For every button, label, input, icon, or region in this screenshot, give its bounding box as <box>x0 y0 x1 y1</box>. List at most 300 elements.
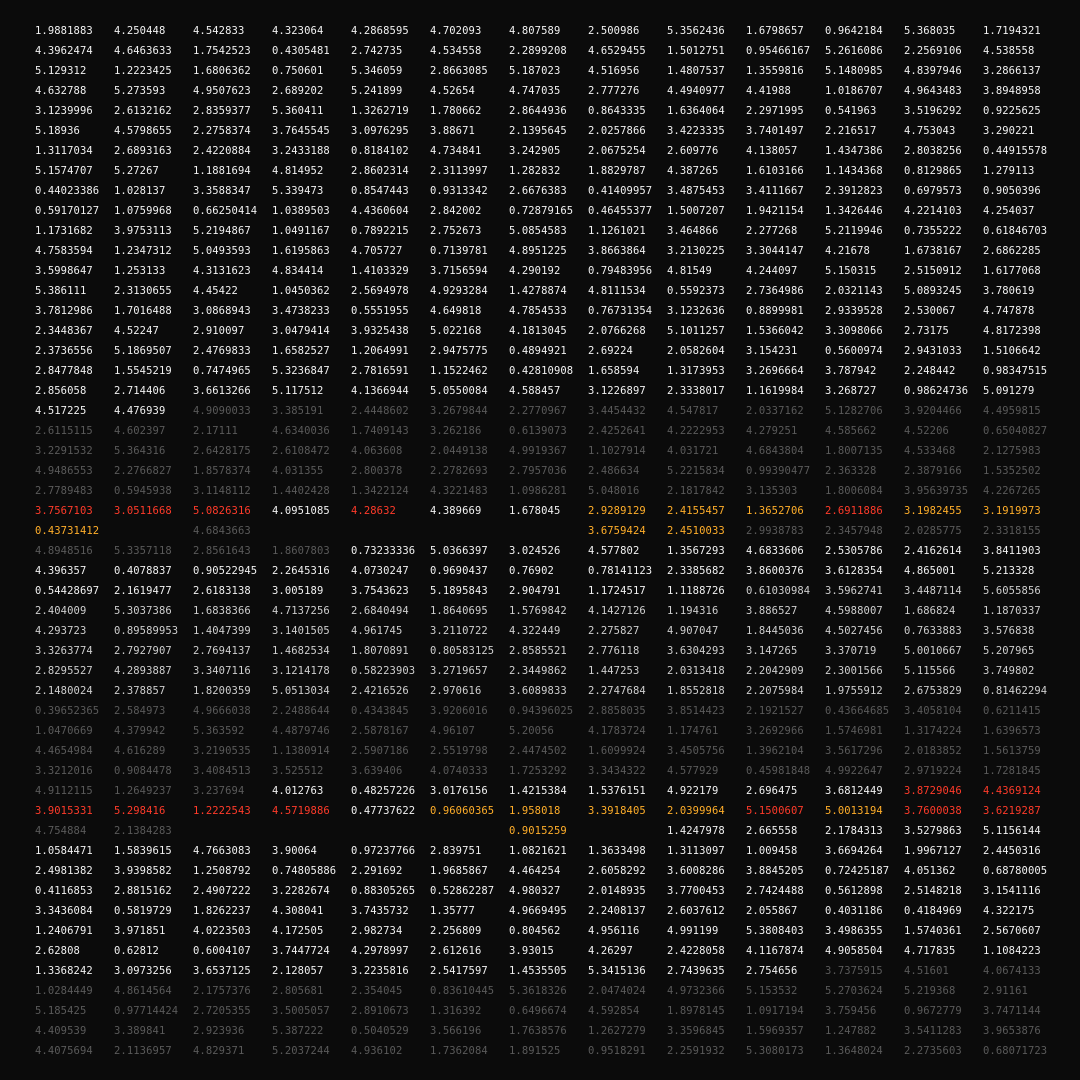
matrix-cell: 1.9967127 <box>904 845 962 857</box>
matrix-cell: 1.1261021 <box>588 225 646 237</box>
matrix-cell: 3.7543623 <box>351 585 409 597</box>
matrix-cell: 0.750601 <box>272 65 324 77</box>
matrix-cell: 2.584973 <box>114 705 166 717</box>
matrix-cell: 1.6798657 <box>746 25 804 37</box>
matrix-cell: 3.6537125 <box>193 965 251 977</box>
matrix-cell: 3.2433188 <box>272 145 330 157</box>
matrix-cell: 2.609776 <box>667 145 719 157</box>
matrix-cell: 0.78141123 <box>588 565 653 577</box>
matrix-cell: 4.3962474 <box>35 45 93 57</box>
matrix-cell: 4.9486553 <box>35 465 93 477</box>
matrix-cell: 5.150315 <box>825 265 877 277</box>
matrix-cell: 4.547817 <box>667 405 719 417</box>
matrix-cell: 2.1757376 <box>193 985 251 997</box>
matrix-cell: 1.658594 <box>588 365 640 377</box>
matrix-cell: 3.2866137 <box>983 65 1041 77</box>
matrix-cell: 2.5670607 <box>983 925 1041 937</box>
matrix-cell: 3.5279863 <box>904 825 962 837</box>
matrix-cell: 3.385191 <box>272 405 324 417</box>
matrix-cell: 5.241899 <box>351 85 403 97</box>
matrix-cell: 4.9058504 <box>825 945 883 957</box>
matrix-cell: 4.702093 <box>430 25 482 37</box>
matrix-cell: 2.6428175 <box>193 445 251 457</box>
matrix-cell: 0.5040529 <box>351 1025 409 1037</box>
matrix-cell: 4.063608 <box>351 445 403 457</box>
matrix-cell: 2.0285775 <box>904 525 962 537</box>
matrix-cell: 2.9719224 <box>904 765 962 777</box>
matrix-cell: 5.0893245 <box>904 285 962 297</box>
matrix-cell: 2.354045 <box>351 985 403 997</box>
matrix-cell: 4.980327 <box>509 885 561 897</box>
matrix-cell: 4.96107 <box>430 725 475 737</box>
matrix-cell: 2.7364986 <box>746 285 804 297</box>
matrix-cell: 4.2222953 <box>667 425 725 437</box>
matrix-cell: 5.360411 <box>272 105 324 117</box>
matrix-cell: 2.5148218 <box>904 885 962 897</box>
matrix-cell: 2.3130655 <box>114 285 172 297</box>
matrix-cell: 1.4247978 <box>667 825 725 837</box>
matrix-cell: 0.62812 <box>114 945 159 957</box>
matrix-cell: 0.88305265 <box>351 885 416 897</box>
matrix-cell: 0.9084478 <box>114 765 172 777</box>
matrix-cell: 2.776118 <box>588 645 640 657</box>
matrix-cell: 4.585662 <box>825 425 877 437</box>
matrix-cell: 2.1136957 <box>114 1045 172 1057</box>
matrix-cell: 3.3434322 <box>588 765 646 777</box>
matrix-cell: 4.379942 <box>114 725 166 737</box>
matrix-cell: 2.1619477 <box>114 585 172 597</box>
matrix-cell: 4.4360604 <box>351 205 409 217</box>
matrix-cell: 4.516956 <box>588 65 640 77</box>
matrix-cell: 2.8910673 <box>351 1005 409 1017</box>
matrix-cell: 2.6676383 <box>509 185 567 197</box>
matrix-cell: 1.7194321 <box>983 25 1041 37</box>
matrix-cell: 3.4487114 <box>904 585 962 597</box>
matrix-cell: 0.6004107 <box>193 945 251 957</box>
matrix-cell: 2.0474024 <box>588 985 646 997</box>
matrix-cell: 1.4215384 <box>509 785 567 797</box>
matrix-cell: 1.0821621 <box>509 845 567 857</box>
matrix-cell: 1.0917194 <box>746 1005 804 1017</box>
matrix-cell: 4.3131623 <box>193 265 251 277</box>
matrix-cell: 1.7016488 <box>114 305 172 317</box>
matrix-cell: 4.254037 <box>983 205 1035 217</box>
matrix-cell: 4.577802 <box>588 545 640 557</box>
matrix-cell: 3.154231 <box>746 345 798 357</box>
matrix-cell: 4.6529455 <box>588 45 646 57</box>
matrix-cell: 0.89589953 <box>114 625 179 637</box>
matrix-cell: 4.956116 <box>588 925 640 937</box>
matrix-cell: 2.2971995 <box>746 105 804 117</box>
matrix-cell: 3.8514423 <box>667 705 725 717</box>
matrix-cell: 4.3221483 <box>430 485 488 497</box>
matrix-cell: 4.834414 <box>272 265 324 277</box>
matrix-cell: 2.277268 <box>746 225 798 237</box>
matrix-cell: 2.3736556 <box>35 345 93 357</box>
matrix-cell: 1.5613759 <box>983 745 1041 757</box>
matrix-cell: 5.3080173 <box>746 1045 804 1057</box>
matrix-cell: 5.0493593 <box>193 245 251 257</box>
matrix-cell: 1.279113 <box>983 165 1035 177</box>
matrix-cell: 2.6840494 <box>351 605 409 617</box>
matrix-cell: 4.322449 <box>509 625 561 637</box>
matrix-cell: 0.94396025 <box>509 705 574 717</box>
matrix-cell: 1.4347386 <box>825 145 883 157</box>
matrix-cell: 0.4184969 <box>904 905 962 917</box>
matrix-cell: 2.7927907 <box>114 645 172 657</box>
matrix-cell: 1.6806362 <box>193 65 251 77</box>
matrix-cell: 3.787942 <box>825 365 877 377</box>
matrix-cell: 5.3562436 <box>667 25 725 37</box>
matrix-cell: 4.734841 <box>430 145 482 157</box>
matrix-cell: 1.2508792 <box>193 865 251 877</box>
matrix-cell: 3.3918405 <box>588 805 646 817</box>
matrix-cell: 3.576838 <box>983 625 1035 637</box>
matrix-cell: 5.386111 <box>35 285 87 297</box>
matrix-cell: 3.9653876 <box>983 1025 1041 1037</box>
matrix-cell: 3.7435732 <box>351 905 409 917</box>
matrix-cell: 1.5740361 <box>904 925 962 937</box>
matrix-cell: 2.5694978 <box>351 285 409 297</box>
matrix-cell: 4.602397 <box>114 425 166 437</box>
matrix-cell: 0.9690437 <box>430 565 488 577</box>
matrix-cell: 2.3457948 <box>825 525 883 537</box>
matrix-cell: 3.6613266 <box>193 385 251 397</box>
matrix-cell: 3.2696664 <box>746 365 804 377</box>
matrix-cell: 3.237694 <box>193 785 245 797</box>
matrix-cell: 4.279251 <box>746 425 798 437</box>
matrix-cell: 2.2591932 <box>667 1045 725 1057</box>
matrix-cell: 1.7253292 <box>509 765 567 777</box>
matrix-cell: 1.686824 <box>904 605 956 617</box>
matrix-cell: 1.6103166 <box>746 165 804 177</box>
matrix-cell: 4.754884 <box>35 825 87 837</box>
matrix-cell: 4.936102 <box>351 1045 403 1057</box>
matrix-cell: 3.7700453 <box>667 885 725 897</box>
matrix-cell: 3.6089833 <box>509 685 567 697</box>
matrix-cell: 1.9685867 <box>430 865 488 877</box>
matrix-cell: 2.0675254 <box>588 145 646 157</box>
matrix-cell: 1.0470669 <box>35 725 93 737</box>
matrix-cell: 1.5352502 <box>983 465 1041 477</box>
matrix-cell: 2.2766827 <box>114 465 172 477</box>
matrix-cell: 2.0582604 <box>667 345 725 357</box>
matrix-cell: 0.66250414 <box>193 205 258 217</box>
matrix-cell: 1.780662 <box>430 105 482 117</box>
matrix-cell: 1.8578374 <box>193 465 251 477</box>
matrix-cell: 3.780619 <box>983 285 1035 297</box>
matrix-cell: 2.742735 <box>351 45 403 57</box>
matrix-cell: 1.8978145 <box>667 1005 725 1017</box>
matrix-cell: 2.5417597 <box>430 965 488 977</box>
matrix-cell: 2.3448367 <box>35 325 93 337</box>
matrix-cell: 0.61846703 <box>983 225 1048 237</box>
matrix-cell: 1.5769842 <box>509 605 567 617</box>
matrix-cell: 3.5998647 <box>35 265 93 277</box>
matrix-cell: 4.51601 <box>904 965 949 977</box>
matrix-cell: 2.4228058 <box>667 945 725 957</box>
matrix-cell: 3.6304293 <box>667 645 725 657</box>
matrix-cell: 3.7375915 <box>825 965 883 977</box>
matrix-cell: 1.6177068 <box>983 265 1041 277</box>
matrix-cell: 3.370719 <box>825 645 877 657</box>
matrix-cell: 2.6037612 <box>667 905 725 917</box>
matrix-cell: 5.091279 <box>983 385 1035 397</box>
matrix-cell: 2.2899208 <box>509 45 567 57</box>
matrix-cell: 3.1214178 <box>272 665 330 677</box>
matrix-cell: 1.5839615 <box>114 845 172 857</box>
matrix-cell: 3.95639735 <box>904 485 969 497</box>
matrix-cell: 2.6911886 <box>825 505 883 517</box>
matrix-cell: 2.4907222 <box>193 885 251 897</box>
matrix-cell: 3.7567103 <box>35 505 93 517</box>
matrix-cell: 1.2627279 <box>588 1025 646 1037</box>
matrix-cell: 2.842002 <box>430 205 482 217</box>
matrix-cell: 3.2692966 <box>746 725 804 737</box>
matrix-cell: 4.517225 <box>35 405 87 417</box>
matrix-cell: 1.6099924 <box>588 745 646 757</box>
matrix-cell: 3.1919973 <box>983 505 1041 517</box>
matrix-cell: 3.3212016 <box>35 765 93 777</box>
matrix-cell: 5.207965 <box>983 645 1035 657</box>
matrix-cell: 0.6496674 <box>509 1005 567 1017</box>
matrix-cell: 2.1395645 <box>509 125 567 137</box>
matrix-cell: 2.6862285 <box>983 245 1041 257</box>
matrix-cell: 3.0511668 <box>114 505 172 517</box>
matrix-cell: 2.714406 <box>114 385 166 397</box>
matrix-cell: 1.1870337 <box>983 605 1041 617</box>
matrix-cell: 5.387222 <box>272 1025 324 1037</box>
matrix-cell: 0.5612898 <box>825 885 883 897</box>
matrix-cell: 4.907047 <box>667 625 719 637</box>
matrix-cell: 3.971851 <box>114 925 166 937</box>
matrix-cell: 0.6211415 <box>983 705 1041 717</box>
matrix-cell: 2.6058292 <box>588 865 646 877</box>
matrix-cell: 5.0366397 <box>430 545 488 557</box>
matrix-cell: 4.0730247 <box>351 565 409 577</box>
matrix-cell: 1.1522462 <box>430 365 488 377</box>
matrix-cell: 0.99390477 <box>746 465 811 477</box>
matrix-cell: 5.3236847 <box>272 365 330 377</box>
matrix-cell: 5.6055856 <box>983 585 1041 597</box>
matrix-cell: 2.4981382 <box>35 865 93 877</box>
matrix-cell: 3.268727 <box>825 385 877 397</box>
matrix-cell: 0.65040827 <box>983 425 1048 437</box>
matrix-cell: 2.3449862 <box>509 665 567 677</box>
matrix-cell: 4.8397946 <box>904 65 962 77</box>
matrix-cell: 5.129312 <box>35 65 87 77</box>
matrix-cell: 4.829371 <box>193 1045 245 1057</box>
matrix-cell: 3.8845205 <box>746 865 804 877</box>
matrix-cell: 4.616289 <box>114 745 166 757</box>
matrix-cell: 2.2770967 <box>509 405 567 417</box>
matrix-cell: 2.7205355 <box>193 1005 251 1017</box>
matrix-cell: 2.248442 <box>904 365 956 377</box>
matrix-cell: 1.8006084 <box>825 485 883 497</box>
matrix-cell: 5.2194867 <box>193 225 251 237</box>
matrix-cell: 2.8644936 <box>509 105 567 117</box>
matrix-cell: 1.3262719 <box>351 105 409 117</box>
matrix-cell: 1.6838366 <box>193 605 251 617</box>
matrix-cell: 3.7600038 <box>904 805 962 817</box>
matrix-cell: 3.2291532 <box>35 445 93 457</box>
matrix-cell: 1.1188726 <box>667 585 725 597</box>
matrix-cell: 2.9938783 <box>746 525 804 537</box>
matrix-cell: 3.3044147 <box>746 245 804 257</box>
matrix-cell: 4.45422 <box>193 285 238 297</box>
matrix-cell: 0.7355222 <box>904 225 962 237</box>
matrix-cell: 1.4047399 <box>193 625 251 637</box>
matrix-cell: 0.8547443 <box>351 185 409 197</box>
matrix-cell: 5.3808403 <box>746 925 804 937</box>
matrix-cell: 3.1982455 <box>904 505 962 517</box>
matrix-cell: 4.534558 <box>430 45 482 57</box>
matrix-cell: 2.9431033 <box>904 345 962 357</box>
matrix-cell: 0.9642184 <box>825 25 883 37</box>
matrix-cell: 1.6364064 <box>667 105 725 117</box>
matrix-cell: 2.5305786 <box>825 545 883 557</box>
matrix-cell: 2.0449138 <box>430 445 488 457</box>
matrix-cell: 1.4807537 <box>667 65 725 77</box>
matrix-cell: 2.0399964 <box>667 805 725 817</box>
matrix-cell: 2.363328 <box>825 465 877 477</box>
matrix-cell: 1.4278874 <box>509 285 567 297</box>
matrix-cell: 3.4505756 <box>667 745 725 757</box>
matrix-cell: 4.52247 <box>114 325 159 337</box>
matrix-cell: 5.0826316 <box>193 505 251 517</box>
matrix-cell: 2.3338017 <box>667 385 725 397</box>
matrix-cell: 2.404009 <box>35 605 87 617</box>
matrix-cell: 4.922179 <box>667 785 719 797</box>
matrix-cell: 3.4738233 <box>272 305 330 317</box>
matrix-cell: 0.43731412 <box>35 525 100 537</box>
matrix-cell: 3.7401497 <box>746 125 804 137</box>
matrix-cell: 0.48257226 <box>351 785 416 797</box>
matrix-cell: 1.3426446 <box>825 205 883 217</box>
matrix-cell: 5.153532 <box>746 985 798 997</box>
matrix-cell: 4.81549 <box>667 265 712 277</box>
matrix-cell: 2.612616 <box>430 945 482 957</box>
matrix-cell: 1.2064991 <box>351 345 409 357</box>
matrix-cell: 2.6183138 <box>193 585 251 597</box>
matrix-cell: 1.3633498 <box>588 845 646 857</box>
matrix-cell: 4.577929 <box>667 765 719 777</box>
matrix-cell: 4.814952 <box>272 165 324 177</box>
matrix-cell: 4.0740333 <box>430 765 488 777</box>
matrix-cell: 0.76902 <box>509 565 554 577</box>
matrix-cell: 3.88671 <box>430 125 475 137</box>
matrix-cell: 2.5878167 <box>351 725 409 737</box>
matrix-cell: 1.5007207 <box>667 205 725 217</box>
matrix-cell: 4.747035 <box>509 85 561 97</box>
matrix-cell: 0.72425187 <box>825 865 890 877</box>
matrix-cell: 5.363592 <box>193 725 245 737</box>
matrix-cell: 1.8070891 <box>351 645 409 657</box>
matrix-cell: 4.7854533 <box>509 305 567 317</box>
matrix-cell: 2.7816591 <box>351 365 409 377</box>
matrix-cell: 4.387265 <box>667 165 719 177</box>
matrix-cell: 3.2719657 <box>430 665 488 677</box>
matrix-cell: 1.194316 <box>667 605 719 617</box>
matrix-cell: 5.0010667 <box>904 645 962 657</box>
matrix-cell: 5.1895843 <box>430 585 488 597</box>
matrix-cell: 0.97237766 <box>351 845 416 857</box>
matrix-cell: 4.1427126 <box>588 605 646 617</box>
matrix-cell: 1.2347312 <box>114 245 172 257</box>
matrix-cell: 0.5945938 <box>114 485 172 497</box>
matrix-cell: 2.4448602 <box>351 405 409 417</box>
matrix-cell: 5.3037386 <box>114 605 172 617</box>
matrix-cell: 2.5150912 <box>904 265 962 277</box>
matrix-cell: 5.346059 <box>351 65 403 77</box>
matrix-cell: 2.910097 <box>193 325 245 337</box>
matrix-cell: 5.2119946 <box>825 225 883 237</box>
matrix-cell: 0.72879165 <box>509 205 574 217</box>
matrix-cell: 0.59170127 <box>35 205 100 217</box>
matrix-cell: 2.8477848 <box>35 365 93 377</box>
matrix-cell: 0.4078837 <box>114 565 172 577</box>
matrix-cell: 4.0223503 <box>193 925 251 937</box>
matrix-cell: 3.525512 <box>272 765 324 777</box>
matrix-cell: 1.282832 <box>509 165 561 177</box>
matrix-cell: 3.8411903 <box>983 545 1041 557</box>
matrix-cell: 2.2758374 <box>193 125 251 137</box>
matrix-cell: 2.689202 <box>272 85 324 97</box>
matrix-cell: 0.39652365 <box>35 705 100 717</box>
matrix-cell: 0.5551955 <box>351 305 409 317</box>
matrix-cell: 2.800378 <box>351 465 403 477</box>
matrix-cell: 5.048016 <box>588 485 640 497</box>
matrix-cell: 0.79483956 <box>588 265 653 277</box>
matrix-cell: 3.566196 <box>430 1025 482 1037</box>
matrix-cell: 5.20056 <box>509 725 554 737</box>
matrix-cell: 4.753043 <box>904 125 956 137</box>
matrix-cell: 1.9421154 <box>746 205 804 217</box>
matrix-cell: 4.9922647 <box>825 765 883 777</box>
matrix-cell: 2.6893163 <box>114 145 172 157</box>
matrix-cell: 5.2616086 <box>825 45 883 57</box>
matrix-cell: 5.1282706 <box>825 405 883 417</box>
matrix-cell: 1.958018 <box>509 805 561 817</box>
matrix-cell: 2.1784313 <box>825 825 883 837</box>
matrix-cell: 4.1783724 <box>588 725 646 737</box>
matrix-cell: 2.055867 <box>746 905 798 917</box>
matrix-cell: 3.4454432 <box>588 405 646 417</box>
matrix-cell: 3.147265 <box>746 645 798 657</box>
matrix-cell: 2.4769833 <box>193 345 251 357</box>
matrix-cell: 2.8561643 <box>193 545 251 557</box>
matrix-cell: 2.665558 <box>746 825 798 837</box>
matrix-cell: 0.6139073 <box>509 425 567 437</box>
matrix-cell: 2.0313418 <box>667 665 725 677</box>
matrix-cell: 5.0854583 <box>509 225 567 237</box>
matrix-cell: 3.6694264 <box>825 845 883 857</box>
matrix-cell: 4.705727 <box>351 245 403 257</box>
matrix-cell: 4.9919367 <box>509 445 567 457</box>
matrix-cell: 1.6396573 <box>983 725 1041 737</box>
matrix-cell: 4.2893887 <box>114 665 172 677</box>
matrix-cell: 4.8614564 <box>114 985 172 997</box>
matrix-cell: 3.0868943 <box>193 305 251 317</box>
matrix-cell: 3.639406 <box>351 765 403 777</box>
matrix-cell: 1.5545219 <box>114 365 172 377</box>
matrix-cell: 0.5600974 <box>825 345 883 357</box>
matrix-cell: 1.5969357 <box>746 1025 804 1037</box>
matrix-cell: 1.3962104 <box>746 745 804 757</box>
matrix-cell: 2.4155457 <box>667 505 725 517</box>
matrix-cell: 1.7362084 <box>430 1045 488 1057</box>
matrix-cell: 2.486634 <box>588 465 640 477</box>
